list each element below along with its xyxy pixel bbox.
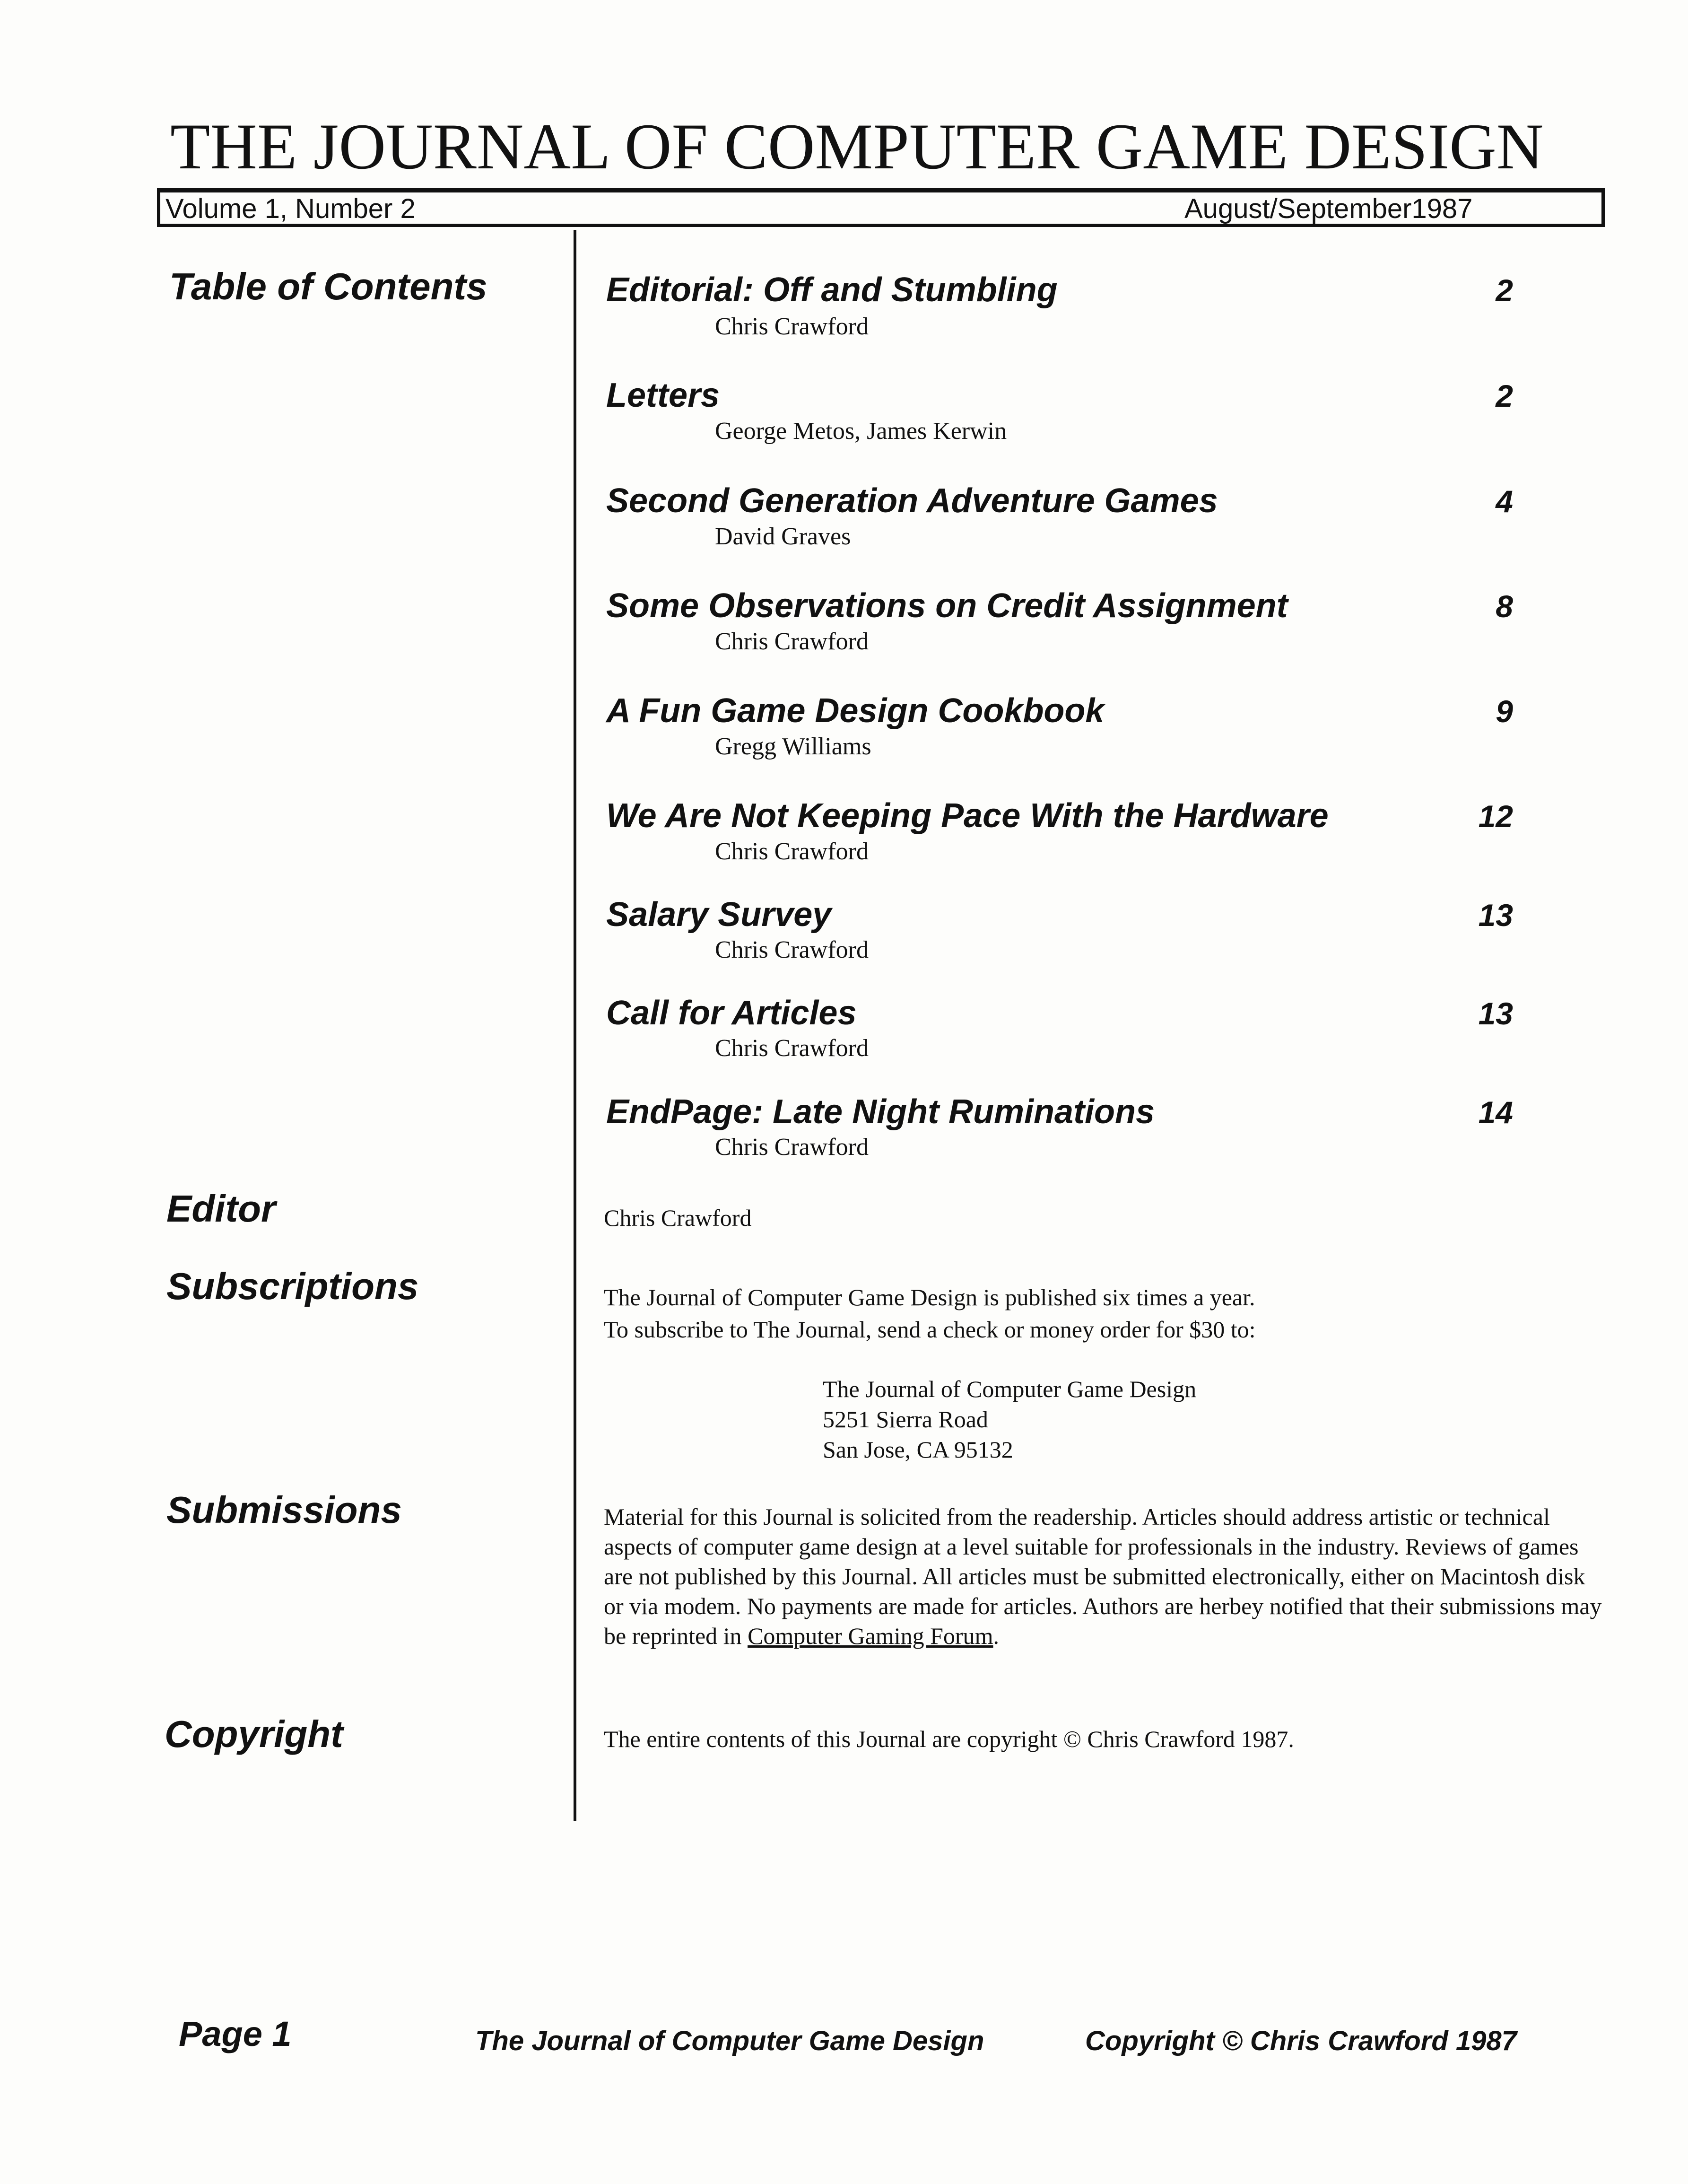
submissions-period: .	[993, 1623, 999, 1649]
toc-entry-title: Salary Survey	[606, 896, 832, 934]
toc-entry-author: George Metos, James Kerwin	[715, 418, 1007, 445]
column-divider	[574, 230, 576, 1821]
volume-label: Volume 1, Number 2	[165, 193, 416, 224]
submissions-heading: Submissions	[166, 1489, 402, 1531]
toc-entry-page: 8	[1496, 589, 1513, 624]
toc-entry-author: Chris Crawford	[715, 936, 869, 963]
computer-gaming-forum-title: Computer Gaming Forum	[748, 1623, 993, 1649]
toc-entry-page: 14	[1478, 1095, 1513, 1130]
toc-heading: Table of Contents	[169, 265, 487, 307]
toc-entry-author: Chris Crawford	[715, 838, 869, 865]
toc-entry-title: A Fun Game Design Cookbook	[606, 692, 1105, 730]
issue-date: August/September1987	[1184, 193, 1473, 224]
subscription-address-line: 5251 Sierra Road	[823, 1406, 988, 1433]
toc-entry-title: Editorial: Off and Stumbling	[606, 271, 1058, 309]
subscriptions-heading: Subscriptions	[166, 1265, 419, 1307]
subscription-address-line: The Journal of Computer Game Design	[823, 1376, 1197, 1402]
toc-entry-title: Some Observations on Credit Assignment	[606, 587, 1288, 625]
journal-title: THE JOURNAL OF COMPUTER GAME DESIGN	[170, 110, 1544, 183]
submissions-body: Material for this Journal is solicited from the readership. Articles should address artistic or technical aspects of computer game design at a level suitable for professionals in the industry. Reviews of games are not published by this Journal. All articles must be submitted electronically, either on Macintosh disk or via modem. No payments are made for articles. Authors are herbey notified that their submissions may be reprinted in	[604, 1503, 1602, 1649]
toc-entry-author: Chris Crawford	[715, 1134, 869, 1161]
toc-entry-author: Chris Crawford	[715, 1035, 869, 1062]
toc-entry-author: Gregg Williams	[715, 733, 871, 760]
subscription-address-line: San Jose, CA 95132	[823, 1436, 1013, 1463]
toc-entry-page: 4	[1496, 484, 1513, 519]
footer-page-number: Page 1	[179, 2014, 292, 2053]
subscriptions-frequency: The Journal of Computer Game Design is published six times a year.	[604, 1284, 1255, 1310]
copyright-text: The entire contents of this Journal are copyright © Chris Crawford 1987.	[604, 1726, 1294, 1752]
toc-entry-title: We Are Not Keeping Pace With the Hardware	[606, 797, 1329, 835]
toc-entry-page: 2	[1496, 273, 1513, 308]
toc-entry-title: Call for Articles	[606, 994, 857, 1032]
toc-entry-page: 12	[1478, 799, 1513, 834]
toc-entry-title: Second Generation Adventure Games	[606, 482, 1218, 520]
toc-entry-page: 13	[1478, 996, 1513, 1031]
toc-entry-page: 13	[1478, 898, 1513, 933]
toc-entry-page: 9	[1496, 694, 1513, 729]
editor-name: Chris Crawford	[604, 1205, 752, 1231]
footer-journal-name: The Journal of Computer Game Design	[475, 2026, 984, 2056]
submissions-text	[604, 1502, 1606, 1651]
toc-entry-author: Chris Crawford	[715, 628, 869, 655]
copyright-heading: Copyright	[165, 1713, 343, 1755]
editor-heading: Editor	[166, 1188, 276, 1230]
toc-entry-author: David Graves	[715, 523, 851, 550]
subscriptions-instructions: To subscribe to The Journal, send a check or money order for $30 to:	[604, 1316, 1256, 1343]
toc-entry-author: Chris Crawford	[715, 313, 869, 340]
footer-copyright: Copyright © Chris Crawford 1987	[1085, 2026, 1517, 2056]
toc-entry-page: 2	[1496, 378, 1513, 413]
toc-entry-title: Letters	[606, 376, 720, 414]
toc-entry-title: EndPage: Late Night Ruminations	[606, 1093, 1155, 1131]
